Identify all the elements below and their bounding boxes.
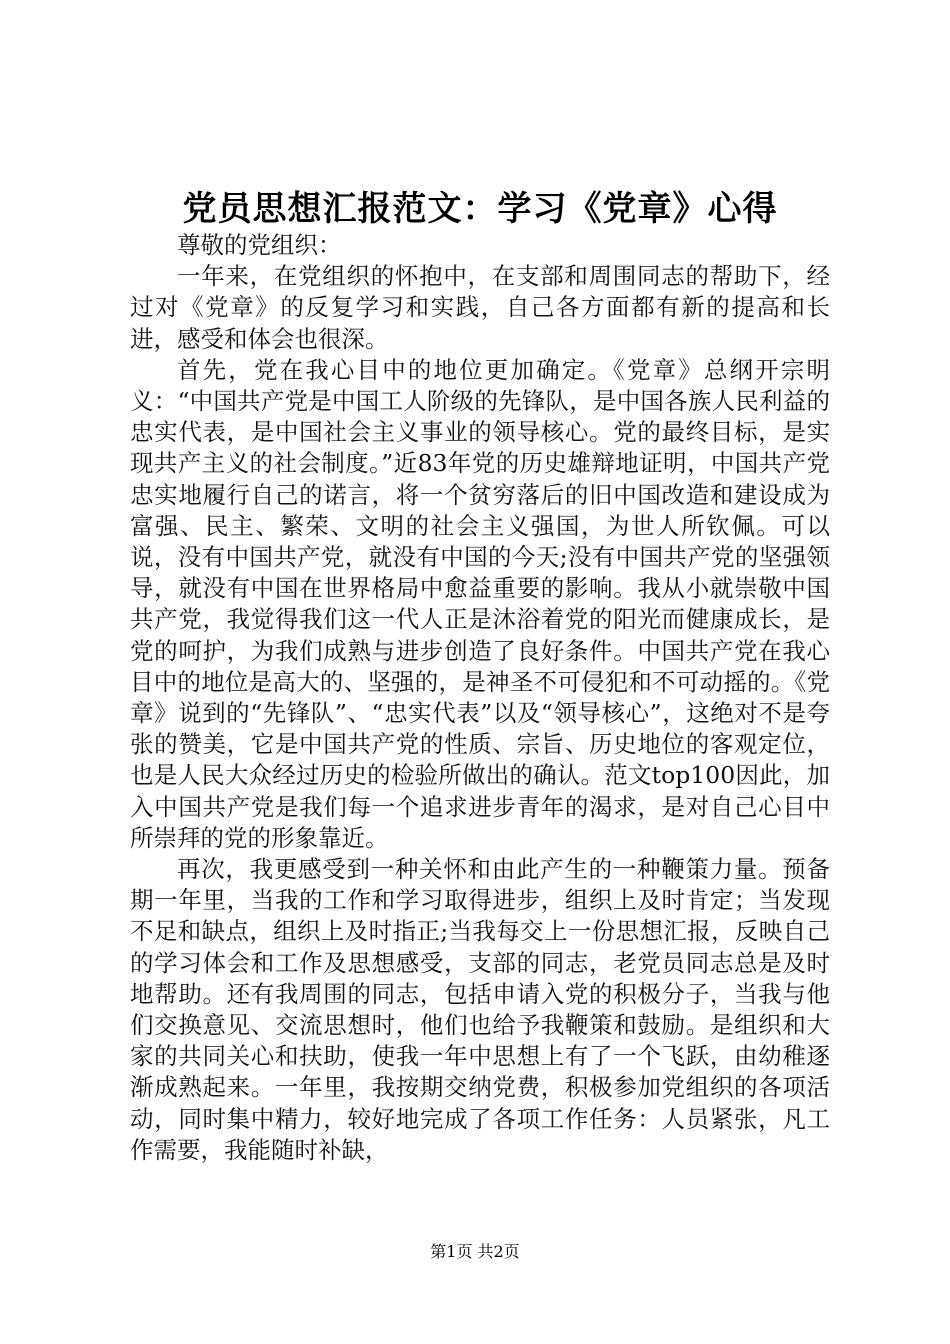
salutation: 尊敬的党组织： [177, 231, 342, 259]
body-paragraph-2: 首先，党在我心目中的地位更加确定。《党章》总纲开宗明义：“中国共产党是中国工人阶级的先锋队，是中国各族人民利益的忠实代表，是中国社会主义事业的领导核心。党的最终目标，是实现共产主义的社会制度。”近83年党的历史雄辩地证明，中国共产党忠实地履行自己的诺言，将一个贫穷落后的旧中国改造和建设成为富强、民主、繁荣、文明的社会主义强国，为世人所钦佩。可以说，没有中国共产党，就没有中国的今天;没有中国共产党的坚强领导，就没有中国在世界格局中愈益重要的影响。我从小就崇敬中国共产党，我觉得我们这一代人正是沐浴着党的阳光而健康成长，是党的呵护，为我们成熟与进步创造了良好条件。中国共产党在我心目中的地位是高大的、坚强的，是神圣不可侵犯和不可动摇的。《党章》说到的“先锋队”、“忠实代表”以及“领导核心”，这绝对不是夸张的赞美，它是中国共产党的性质、宗旨、历史地位的客观定位，也是人民大众经过历史的检验所做出的确认。范文top100因此，加入中国共产党是我们每一个追求进步青年的渴求，是对自己心目中所崇拜的党的形象靠近。 [130, 355, 830, 852]
document-title: 党员思想汇报范文：学习《党章》心得 [182, 189, 778, 229]
body-paragraph-1: 一年来，在党组织的怀抱中，在支部和周围同志的帮助下，经过对《党章》的反复学习和实践，自己各方面都有新的提高和长进，感受和体会也很深。 [130, 262, 830, 353]
page-number-footer: 第1页 共2页 [430, 1242, 520, 1261]
document-body [130, 230, 830, 1166]
body-paragraph-3: 再次，我更感受到一种关怀和由此产生的一种鞭策力量。预备期一年里，当我的工作和学习取得进步，组织上及时肯定；当发现不足和缺点，组织上及时指正;当我每交上一份思想汇报，反映自己的学习体会和工作及思想感受，支部的同志，老党员同志总是及时地帮助。还有我周围的同志，包括申请入党的积极分子，当我与他们交换意见、交流思想时，他们也给予我鞭策和鼓励。是组织和大家的共同关心和扶助，使我一年中思想上有了一个飞跃，由幼稚逐渐成熟起来。一年里，我按期交纳党费，积极参加党组织的各项活动，同时集中精力，较好地完成了各项工作任务：人员紧张，凡工作需要，我能随时补缺， [130, 855, 830, 1164]
